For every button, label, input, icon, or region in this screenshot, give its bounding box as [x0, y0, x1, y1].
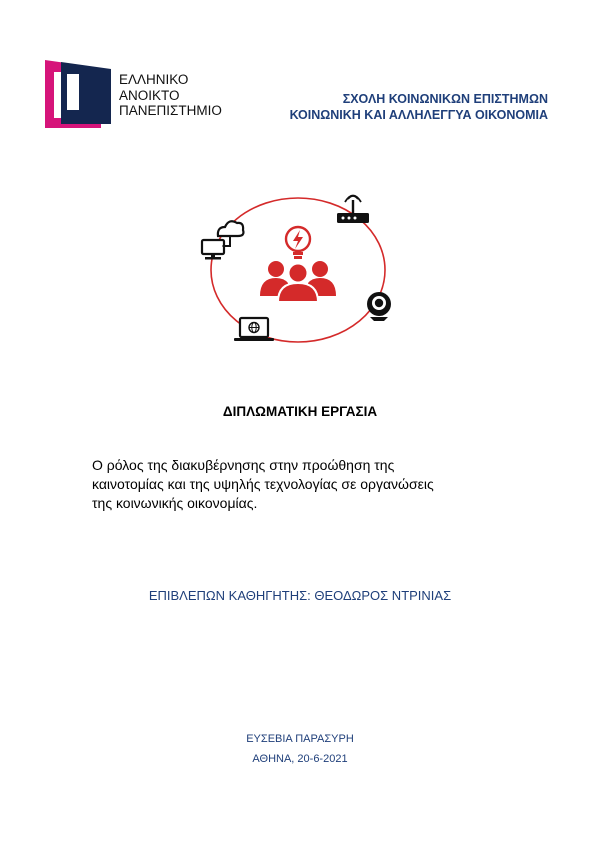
webcam-icon — [367, 292, 391, 321]
thesis-title-line-1: Ο ρόλος της διακυβέρνησης στην προώθηση της — [92, 457, 395, 473]
logo-line-2: ΑΝΟΙΚΤΟ — [119, 87, 180, 103]
logo-line-1: ΕΛΛΗΝΙΚΟ — [119, 72, 189, 87]
logo-emblem-icon — [45, 58, 115, 130]
people-icon — [260, 261, 336, 302]
lightbulb-icon — [286, 227, 310, 259]
logo-wordmark — [119, 72, 222, 119]
programme-name: ΚΟΙΝΩΝΙΚΗ ΚΑΙ ΑΛΛΗΛΕΓΓΥΑ ΟΙΚΟΝΟΜΙΑ — [289, 108, 548, 122]
supervisor: ΕΠΙΒΛΕΠΩΝ ΚΑΘΗΓΗΤΗΣ: ΘΕΟΔΩΡΟΣ ΝΤΡΙΝΙΑΣ — [148, 588, 452, 603]
thesis-title-line-2: καινοτομίας και της υψηλής τεχνολογίας σε οργανώσεις — [92, 476, 434, 492]
thesis-title — [92, 456, 512, 513]
logo-line-3: ΠΑΝΕΠΙΣΤΗΜΙΟ — [119, 103, 222, 118]
place-date: ΑΘΗΝΑ, 20-6-2021 — [252, 753, 348, 765]
school-name: ΣΧΟΛΗ ΚΟΙΝΩΝΙΚΩΝ ΕΠΙΣΤΗΜΩΝ — [342, 92, 548, 106]
router-icon — [337, 196, 369, 224]
author-name: ΕΥΣΕΒΙΑ ΠΑΡΑΣΥΡΗ — [246, 733, 354, 745]
document-type: ΔΙΠΛΩΜΑΤΙΚΗ ΕΡΓΑΣΙΑ — [222, 404, 378, 419]
cover-graphic — [198, 190, 408, 350]
laptop-icon — [234, 318, 274, 341]
school-header — [290, 91, 548, 123]
cloud-computer-icon — [202, 221, 243, 259]
thesis-title-line-3: της κοινωνικής οικονομίας. — [92, 495, 258, 511]
university-logo — [45, 58, 235, 130]
